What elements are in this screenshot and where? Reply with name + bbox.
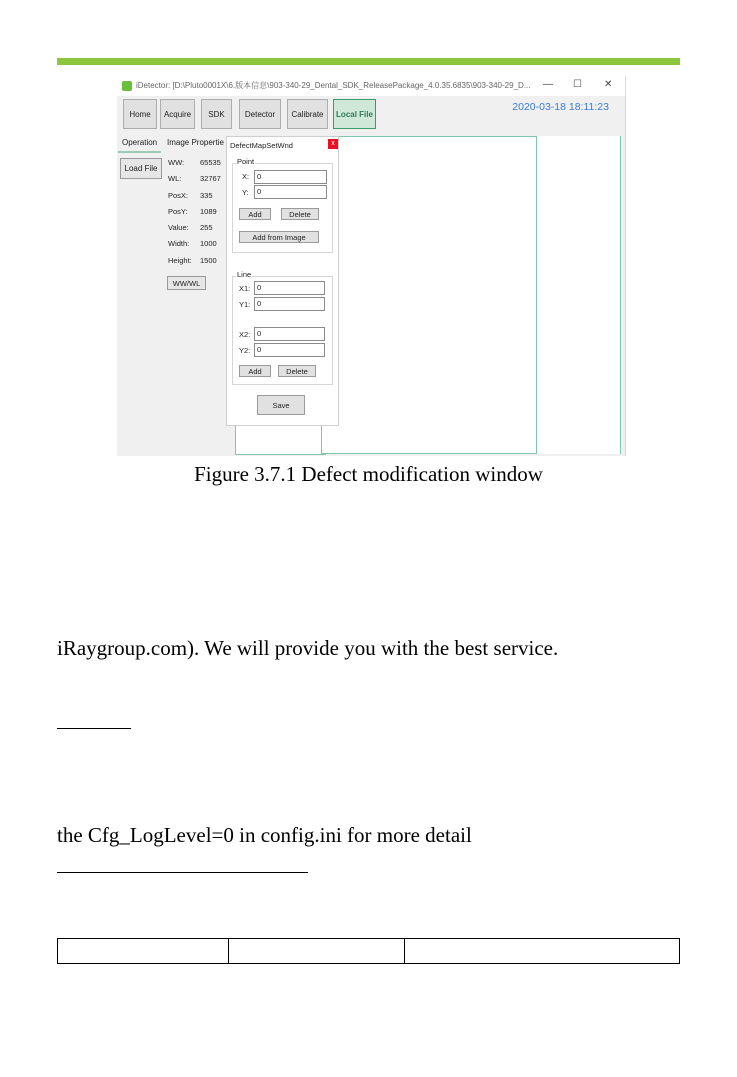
app-logo-icon bbox=[122, 81, 132, 91]
prop-label: WW: bbox=[168, 158, 185, 167]
line-y1-input[interactable]: 0 bbox=[254, 297, 325, 311]
line-add-button[interactable]: Add bbox=[239, 365, 271, 377]
maximize-icon[interactable]: ☐ bbox=[573, 79, 582, 90]
tab-image-properties[interactable]: Image Propertie bbox=[167, 138, 224, 147]
prop-value: 65535 bbox=[200, 158, 221, 167]
calibrate-button[interactable]: Calibrate bbox=[287, 99, 328, 129]
minimize-icon[interactable]: — bbox=[543, 79, 553, 90]
add-from-image-button[interactable]: Add from Image bbox=[239, 231, 319, 243]
table-cell-divider bbox=[404, 939, 405, 963]
point-delete-button[interactable]: Delete bbox=[281, 208, 319, 220]
line-delete-button[interactable]: Delete bbox=[278, 365, 316, 377]
point-y-input[interactable]: 0 bbox=[254, 185, 327, 199]
heading-underline bbox=[57, 728, 131, 729]
table-cell-divider bbox=[228, 939, 229, 963]
line-x1-label: X1: bbox=[239, 284, 251, 293]
dialog-title: DefectMapSetWnd bbox=[230, 141, 293, 150]
close-icon[interactable]: x bbox=[328, 139, 338, 149]
ww-wl-button[interactable]: WW/WL bbox=[167, 276, 206, 290]
tab-operation[interactable]: Operation bbox=[118, 134, 161, 153]
line-y2-input[interactable]: 0 bbox=[254, 343, 325, 357]
prop-value: 1089 bbox=[200, 207, 217, 216]
detector-button[interactable]: Detector bbox=[239, 99, 281, 129]
side-view-panel bbox=[537, 136, 621, 454]
heading-underline bbox=[57, 872, 308, 873]
line-y1-label: Y1: bbox=[239, 300, 251, 309]
table-header-row bbox=[57, 938, 680, 964]
line-x2-label: X2: bbox=[239, 330, 251, 339]
load-file-button[interactable]: Load File bbox=[120, 158, 162, 179]
image-view-canvas[interactable] bbox=[321, 136, 537, 454]
point-group bbox=[232, 157, 333, 253]
app-screenshot bbox=[117, 76, 626, 456]
line-y2-label: Y2: bbox=[239, 346, 251, 355]
prop-value: 1500 bbox=[200, 256, 217, 265]
save-button[interactable]: Save bbox=[257, 395, 305, 415]
point-group-label: Point bbox=[237, 157, 255, 166]
line-x2-input[interactable]: 0 bbox=[254, 327, 325, 341]
point-y-label: Y: bbox=[242, 188, 249, 197]
body-text-line: iRaygroup.com). We will provide you with the best service. bbox=[57, 636, 559, 660]
prop-label: PosY: bbox=[168, 207, 188, 216]
defect-map-dialog bbox=[226, 136, 339, 426]
prop-value: 1000 bbox=[200, 239, 217, 248]
line-group-label: Line bbox=[237, 270, 252, 279]
point-add-button[interactable]: Add bbox=[239, 208, 271, 220]
home-button[interactable]: Home bbox=[123, 99, 157, 129]
prop-value: 335 bbox=[200, 191, 213, 200]
prop-value: 255 bbox=[200, 223, 213, 232]
window-title: iDetector: [D:\Pluto0001X\6.版本信息\903-340-29_Dental_SDK_ReleasePackage_4.0.35.6835\903-340-29_D... bbox=[136, 81, 531, 90]
body-text-line: the Cfg_LogLevel=0 in config.ini for more detail bbox=[57, 823, 472, 847]
line-group bbox=[232, 270, 333, 385]
window-titlebar bbox=[117, 76, 625, 96]
line-x1-input[interactable]: 0 bbox=[254, 281, 325, 295]
local-file-button[interactable]: Local File bbox=[333, 99, 376, 129]
header-accent-bar bbox=[57, 58, 680, 65]
prop-label: Height: bbox=[168, 256, 192, 265]
acquire-button[interactable]: Acquire bbox=[160, 99, 195, 129]
sdk-button[interactable]: SDK bbox=[201, 99, 232, 129]
close-icon[interactable]: ✕ bbox=[604, 79, 613, 90]
figure-caption: Figure 3.7.1 Defect modification window bbox=[194, 462, 543, 486]
datetime-display: 2020-03-18 18:11:23 bbox=[512, 101, 609, 113]
point-x-label: X: bbox=[242, 172, 250, 181]
prop-label: Value: bbox=[168, 223, 189, 232]
prop-label: Width: bbox=[168, 239, 190, 248]
point-x-input[interactable]: 0 bbox=[254, 170, 327, 184]
prop-label: PosX: bbox=[168, 191, 189, 200]
prop-value: 32767 bbox=[200, 174, 221, 183]
prop-label: WL: bbox=[168, 174, 182, 183]
image-view-panel bbox=[235, 421, 326, 455]
